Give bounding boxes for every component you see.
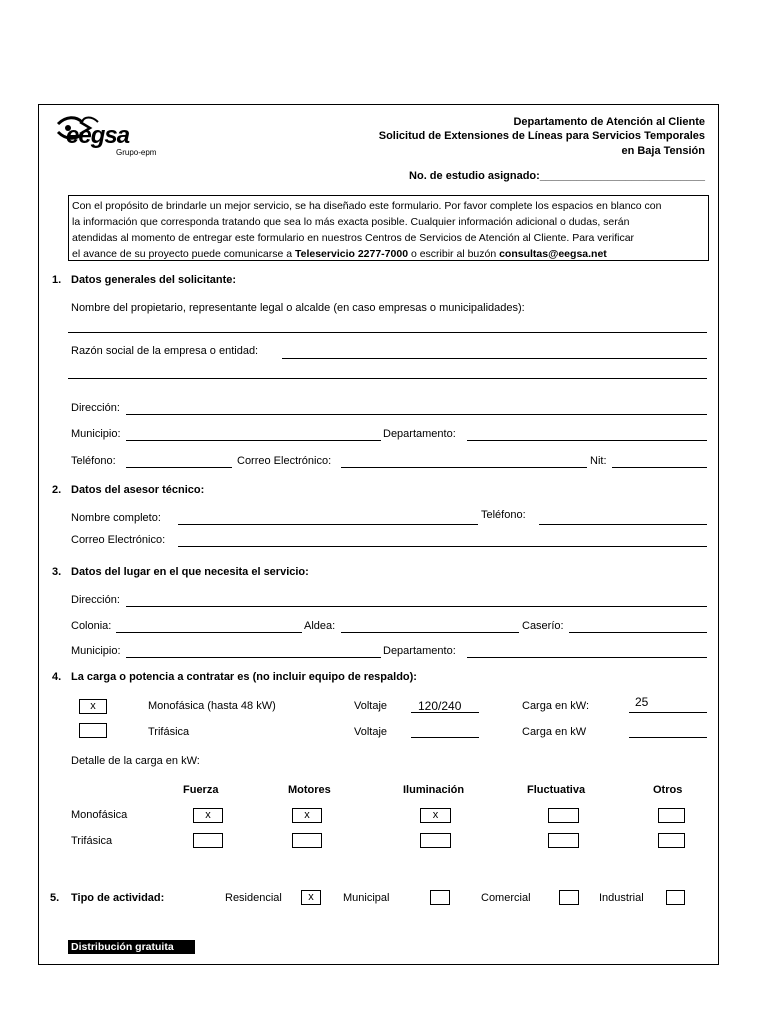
mono-carga-input[interactable]	[629, 712, 707, 713]
section-4-number: 4.	[52, 671, 62, 683]
col-fuerza: Fuerza	[183, 784, 219, 796]
tri-fuerza-checkbox[interactable]	[193, 833, 223, 848]
info-box	[68, 195, 709, 261]
header-subtitle: en Baja Tensión	[621, 145, 705, 157]
residencial-label: Residencial	[225, 892, 282, 904]
tri-carga-input[interactable]	[629, 737, 707, 738]
logo-text: eegsa	[66, 122, 130, 149]
row-monofasica-label: Monofásica	[71, 809, 128, 821]
mono-otros-checkbox[interactable]	[658, 808, 685, 823]
razon-social-input-2[interactable]	[68, 378, 707, 379]
lugar-departamento-label: Departamento:	[383, 645, 456, 657]
comercial-checkbox[interactable]	[559, 890, 579, 905]
correo-input[interactable]	[341, 467, 587, 468]
departamento-input[interactable]	[467, 440, 707, 441]
study-number-field[interactable]: No. de estudio asignado:___________________________	[409, 170, 705, 182]
header-department: Departamento de Atención al Cliente	[513, 116, 705, 128]
trifasica-checkbox[interactable]	[79, 723, 107, 738]
municipal-label: Municipal	[343, 892, 390, 904]
mono-motores-checkbox[interactable]: x	[292, 808, 322, 823]
lugar-direccion-label: Dirección:	[71, 594, 120, 606]
mono-fuerza-checkbox[interactable]: x	[193, 808, 223, 823]
col-iluminacion: Iluminación	[403, 784, 465, 796]
mono-carga-value: 25	[635, 695, 649, 709]
section-5-title: Tipo de actividad:	[71, 892, 165, 904]
info-line: atendidas al momento de entregar este formulario en nuestros Centros de Servicios de Atención al Cliente. Para verificar	[72, 232, 635, 244]
asesor-telefono-label: Teléfono:	[481, 509, 526, 521]
info-line: Con el propósito de brindarle un mejor servicio, se ha diseñado este formulario. Por favor complete los espacios en blanco con	[72, 200, 662, 212]
mono-voltaje-input[interactable]	[411, 712, 479, 713]
info-line: el avance de su proyecto puede comunicarse a Teleservicio 2277-7000 o escribir al buzón consultas@eegsa.net	[72, 248, 607, 260]
municipio-input[interactable]	[126, 440, 381, 441]
col-motores: Motores	[288, 784, 331, 796]
mono-fluctuativa-checkbox[interactable]	[548, 808, 579, 823]
tri-voltaje-label: Voltaje	[354, 726, 388, 738]
monofasica-label: Monofásica (hasta 48 kW)	[148, 700, 276, 712]
razon-social-input[interactable]	[282, 358, 707, 359]
tri-carga-label: Carga en kW	[522, 726, 587, 738]
telefono-input[interactable]	[126, 467, 232, 468]
monofasica-checkbox[interactable]: x	[79, 699, 107, 714]
caserio-input[interactable]	[569, 632, 707, 633]
lugar-municipio-input[interactable]	[126, 657, 381, 658]
lugar-direccion-input[interactable]	[126, 606, 707, 607]
section-4-title: La carga o potencia a contratar es (no incluir equipo de respaldo):	[71, 671, 417, 683]
correo-label: Correo Electrónico:	[237, 455, 332, 467]
asesor-correo-label: Correo Electrónico:	[71, 534, 166, 546]
industrial-checkbox[interactable]	[666, 890, 685, 905]
mono-carga-label: Carga en kW:	[522, 700, 590, 712]
tri-voltaje-input[interactable]	[411, 737, 479, 738]
aldea-label: Aldea:	[304, 620, 336, 632]
asesor-nombre-label: Nombre completo:	[71, 512, 161, 524]
detalle-label: Detalle de la carga en kW:	[71, 755, 200, 767]
municipal-checkbox[interactable]	[430, 890, 450, 905]
mono-iluminacion-checkbox[interactable]: x	[420, 808, 451, 823]
distribution-badge: Distribución gratuita	[68, 940, 195, 954]
owner-input[interactable]	[68, 332, 707, 333]
section-5-number: 5.	[50, 892, 60, 904]
telefono-label: Teléfono:	[71, 455, 116, 467]
lugar-municipio-label: Municipio:	[71, 645, 121, 657]
tri-iluminacion-checkbox[interactable]	[420, 833, 451, 848]
section-2-title: Datos del asesor técnico:	[71, 484, 205, 496]
industrial-label: Industrial	[599, 892, 644, 904]
residencial-checkbox[interactable]: x	[301, 890, 321, 905]
row-trifasica-label: Trifásica	[71, 835, 113, 847]
trifasica-label: Trifásica	[148, 726, 190, 738]
mono-voltaje-label: Voltaje	[354, 700, 388, 712]
direccion-input[interactable]	[126, 414, 707, 415]
asesor-telefono-input[interactable]	[539, 524, 707, 525]
tri-otros-checkbox[interactable]	[658, 833, 685, 848]
info-line: la información que corresponda tratando que sea lo más exacta posible. Cualquier información adicional o dudas, serán	[72, 216, 630, 228]
comercial-label: Comercial	[481, 892, 531, 904]
nit-label: Nit:	[590, 455, 607, 467]
lugar-departamento-input[interactable]	[467, 657, 707, 658]
col-otros: Otros	[653, 784, 683, 796]
tri-motores-checkbox[interactable]	[292, 833, 322, 848]
contact-email-link[interactable]: consultas@eegsa.net	[499, 248, 607, 260]
asesor-correo-input[interactable]	[178, 546, 707, 547]
tri-fluctuativa-checkbox[interactable]	[548, 833, 579, 848]
col-fluctuativa: Fluctuativa	[527, 784, 586, 796]
razon-social-label: Razón social de la empresa o entidad:	[71, 345, 259, 357]
teleservicio-phone: Teleservicio 2277-7000	[294, 248, 409, 260]
caserio-label: Caserío:	[522, 620, 564, 632]
nit-input[interactable]	[612, 467, 707, 468]
owner-label: Nombre del propietario, representante legal o alcalde (en caso empresas o municipalidades):	[71, 302, 525, 314]
header-title: Solicitud de Extensiones de Líneas para Servicios Temporales	[378, 130, 705, 142]
asesor-nombre-input[interactable]	[178, 524, 478, 525]
section-3-title: Datos del lugar en el que necesita el servicio:	[71, 566, 309, 578]
departamento-label: Departamento:	[383, 428, 456, 440]
section-2-number: 2.	[52, 484, 62, 496]
mono-voltaje-value: 120/240	[418, 699, 462, 713]
section-1-number: 1.	[52, 274, 62, 286]
section-1-title: Datos generales del solicitante:	[71, 274, 237, 286]
colonia-label: Colonia:	[71, 620, 112, 632]
section-3-number: 3.	[52, 566, 62, 578]
direccion-label: Dirección:	[71, 402, 120, 414]
colonia-input[interactable]	[116, 632, 302, 633]
aldea-input[interactable]	[341, 632, 519, 633]
logo-subtitle: Grupo-epm	[116, 148, 157, 157]
municipio-label: Municipio:	[71, 428, 121, 440]
